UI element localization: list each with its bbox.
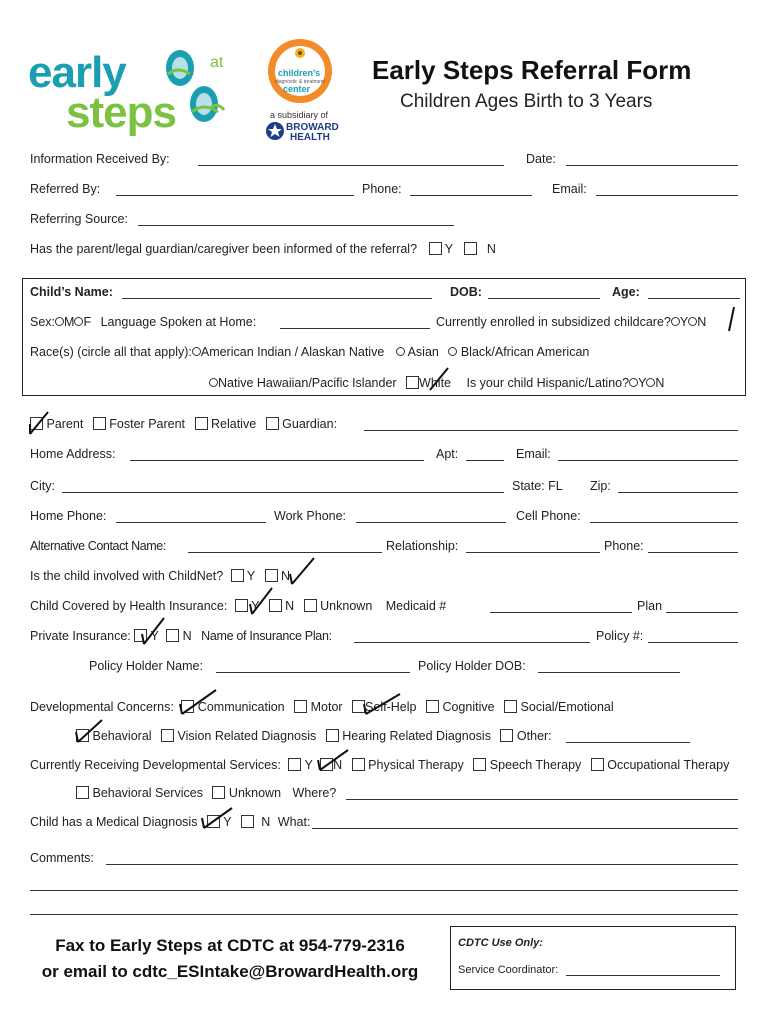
info-received-row bbox=[30, 152, 170, 166]
cognitive-label: Cognitive bbox=[442, 700, 495, 714]
childcare-question: Currently enrolled in subsidized childcare? bbox=[436, 315, 671, 329]
work-phone-label: Work Phone: bbox=[274, 509, 347, 523]
services-question: Currently Receiving Developmental Services: bbox=[30, 758, 281, 772]
social-label: Social/Emotional bbox=[520, 700, 614, 714]
physical-label: Physical Therapy bbox=[368, 758, 464, 772]
other-label: Other: bbox=[516, 729, 552, 743]
policy-field[interactable] bbox=[648, 642, 738, 643]
services-row-2 bbox=[76, 786, 336, 800]
race-hawaiian-label: Native Hawaiian/Pacific Islander bbox=[218, 376, 397, 390]
guardian-email-field[interactable] bbox=[558, 460, 738, 461]
cdtc-logo-line2: diagnostic & treatment bbox=[275, 79, 325, 85]
foster-checkbox[interactable] bbox=[93, 417, 106, 430]
communication-check-mark bbox=[178, 688, 218, 718]
other-checkbox[interactable] bbox=[500, 729, 513, 742]
hispanic-yes-radio[interactable] bbox=[629, 378, 638, 387]
city-field[interactable] bbox=[62, 492, 504, 493]
medicaid-label: Medicaid # bbox=[385, 599, 447, 613]
apt-label: Apt: bbox=[436, 447, 459, 461]
child-name-label: Child’s Name: bbox=[30, 285, 113, 299]
concerns-row-2 bbox=[76, 729, 552, 743]
services-unknown-checkbox[interactable] bbox=[212, 786, 225, 799]
childcare-yes-radio[interactable] bbox=[671, 317, 680, 326]
guardian-checkbox[interactable] bbox=[266, 417, 279, 430]
informed-yes-checkbox[interactable] bbox=[429, 242, 442, 255]
where-label: Where? bbox=[292, 786, 337, 800]
plan-name-label: Name of Insurance Plan: bbox=[201, 629, 332, 643]
informed-no-checkbox[interactable] bbox=[464, 242, 477, 255]
race-black-radio[interactable] bbox=[448, 347, 457, 356]
relative-checkbox[interactable] bbox=[195, 417, 208, 430]
childnet-row bbox=[30, 569, 290, 583]
logo-steps-text: steps bbox=[66, 88, 176, 137]
zip-label: Zip: bbox=[590, 479, 611, 493]
state-label: State: FL bbox=[512, 479, 563, 493]
childcare-check-mark bbox=[725, 306, 737, 332]
vision-label: Vision Related Diagnosis bbox=[177, 729, 317, 743]
private-insurance-row bbox=[30, 629, 332, 643]
info-received-label: Information Received By: bbox=[30, 152, 170, 166]
child-name-field[interactable] bbox=[122, 298, 432, 299]
race-row bbox=[30, 345, 589, 359]
guardian-email-label: Email: bbox=[516, 447, 551, 461]
cdtc-use-label: CDTC Use Only: bbox=[458, 937, 543, 949]
alt-contact-label: Alternative Contact Name: bbox=[30, 539, 166, 553]
childnet-yes-checkbox[interactable] bbox=[231, 569, 244, 582]
informed-no-label: N bbox=[486, 242, 496, 256]
dob-label: DOB: bbox=[450, 285, 482, 299]
services-unknown-label: Unknown bbox=[228, 786, 282, 800]
cdtc-logo-line3: center bbox=[283, 84, 311, 94]
referring-source-label: Referring Source: bbox=[30, 212, 128, 226]
health-yes-checkbox[interactable] bbox=[235, 599, 248, 612]
holder-name-field[interactable] bbox=[216, 672, 410, 673]
comments-field-1[interactable] bbox=[106, 864, 738, 865]
private-question: Private Insurance: bbox=[30, 629, 131, 643]
parent-check-mark bbox=[28, 410, 50, 438]
other-field[interactable] bbox=[566, 742, 690, 743]
behavioral-label: Behavioral bbox=[92, 729, 152, 743]
race-black-label: Black/African American bbox=[460, 345, 590, 359]
hearing-label: Hearing Related Diagnosis bbox=[342, 729, 491, 743]
fax-instructions: Fax to Early Steps at CDTC at 954-779-2316 bbox=[55, 936, 405, 955]
sex-label: Sex: bbox=[30, 315, 56, 329]
dob-field[interactable] bbox=[488, 298, 600, 299]
relative-label: Relative bbox=[211, 417, 257, 431]
alt-relationship-label: Relationship: bbox=[386, 539, 459, 553]
sex-row bbox=[30, 315, 256, 329]
holder-dob-label: Policy Holder DOB: bbox=[418, 659, 526, 673]
childnet-yes-label: Y bbox=[246, 569, 256, 583]
speech-checkbox[interactable] bbox=[473, 758, 486, 771]
occupational-label: Occupational Therapy bbox=[607, 758, 730, 772]
cell-phone-field[interactable] bbox=[590, 522, 738, 523]
race-american-indian-radio[interactable] bbox=[192, 347, 201, 356]
cdtc-use-box bbox=[450, 926, 736, 990]
where-field[interactable] bbox=[346, 799, 738, 800]
comments-label: Comments: bbox=[30, 851, 94, 865]
self-help-check-mark bbox=[362, 692, 402, 718]
health-insurance-row bbox=[30, 599, 446, 613]
health-unknown-label: Unknown bbox=[320, 599, 373, 613]
parent-label: Parent bbox=[46, 417, 84, 431]
medicaid-field[interactable] bbox=[490, 612, 632, 613]
race-asian-radio[interactable] bbox=[396, 347, 405, 356]
plan-name-field[interactable] bbox=[354, 642, 590, 643]
private-yes-label: Y bbox=[150, 629, 159, 643]
cognitive-checkbox[interactable] bbox=[426, 700, 439, 713]
physical-checkbox[interactable] bbox=[352, 758, 365, 771]
logo-early-text: early bbox=[28, 48, 126, 97]
apt-field[interactable] bbox=[466, 460, 504, 461]
hispanic-question: Is your child Hispanic/Latino? bbox=[466, 376, 630, 390]
form-title: Early Steps Referral Form bbox=[372, 55, 692, 85]
race-hawaiian-radio[interactable] bbox=[209, 378, 218, 387]
race-white-checkbox[interactable] bbox=[406, 376, 419, 389]
logo-at-text: at bbox=[210, 54, 224, 71]
date-label: Date: bbox=[526, 152, 556, 166]
language-label: Language Spoken at Home: bbox=[100, 315, 257, 329]
self-help-label: Self-Help bbox=[365, 700, 417, 714]
services-no-label: N bbox=[333, 758, 343, 772]
alt-contact-field[interactable] bbox=[188, 552, 382, 553]
services-no-check-mark bbox=[316, 748, 350, 774]
medical-diagnosis-row bbox=[30, 815, 310, 829]
what-field[interactable] bbox=[312, 828, 738, 829]
email-field[interactable] bbox=[596, 195, 738, 196]
private-no-label: N bbox=[182, 629, 192, 643]
language-field[interactable] bbox=[280, 328, 430, 329]
service-coordinator-field[interactable] bbox=[566, 975, 720, 976]
medical-no-checkbox[interactable] bbox=[241, 815, 254, 828]
guardian-label: Guardian: bbox=[282, 417, 338, 431]
informed-question: Has the parent/legal guardian/caregiver been informed of the referral? bbox=[30, 242, 418, 256]
motor-checkbox[interactable] bbox=[294, 700, 307, 713]
email-label: Email: bbox=[552, 182, 587, 196]
race-label: Race(s) (circle all that apply): bbox=[30, 345, 192, 359]
speech-label: Speech Therapy bbox=[489, 758, 582, 772]
home-phone-field[interactable] bbox=[116, 522, 266, 523]
hispanic-yes-label: Y bbox=[638, 376, 647, 390]
sex-m-radio[interactable] bbox=[55, 317, 64, 326]
alt-phone-label: Phone: bbox=[604, 539, 644, 553]
informed-yes-label: Y bbox=[444, 242, 453, 256]
motor-label: Motor bbox=[310, 700, 343, 714]
childnet-no-checkbox[interactable] bbox=[265, 569, 278, 582]
race-white-label: White bbox=[419, 376, 451, 390]
race-asian-label: Asian bbox=[407, 345, 439, 359]
phone-field[interactable] bbox=[410, 195, 532, 196]
childcare-row bbox=[436, 315, 706, 329]
health-question: Child Covered by Health Insurance: bbox=[30, 599, 228, 613]
social-checkbox[interactable] bbox=[504, 700, 517, 713]
plan-label: Plan bbox=[637, 599, 663, 613]
zip-field[interactable] bbox=[618, 492, 738, 493]
holder-dob-field[interactable] bbox=[538, 672, 680, 673]
phone-label: Phone: bbox=[362, 182, 402, 196]
referred-by-label: Referred By: bbox=[30, 182, 101, 196]
policy-label: Policy #: bbox=[596, 629, 644, 643]
hispanic-no-label: N bbox=[655, 376, 665, 390]
broward-star-icon bbox=[265, 121, 285, 141]
city-label: City: bbox=[30, 479, 55, 493]
form-subtitle: Children Ages Birth to 3 Years bbox=[400, 91, 653, 112]
sex-m-label: M bbox=[64, 315, 75, 329]
health-unknown-checkbox[interactable] bbox=[304, 599, 317, 612]
age-label: Age: bbox=[612, 285, 640, 299]
relationship-type-row bbox=[30, 417, 337, 431]
informed-row bbox=[30, 242, 496, 256]
age-field[interactable] bbox=[648, 298, 740, 299]
private-yes-check-mark bbox=[140, 616, 168, 648]
childnet-question: Is the child involved with ChildNet? bbox=[30, 569, 224, 583]
service-coordinator-label: Service Coordinator: bbox=[458, 964, 559, 976]
health-yes-label: Y bbox=[251, 599, 260, 613]
broward-text: BROWARD bbox=[286, 122, 339, 133]
concerns-row bbox=[30, 700, 614, 714]
occupational-checkbox[interactable] bbox=[591, 758, 604, 771]
services-yes-checkbox[interactable] bbox=[288, 758, 301, 771]
childcare-no-label: N bbox=[697, 315, 707, 329]
vision-checkbox[interactable] bbox=[161, 729, 174, 742]
private-no-checkbox[interactable] bbox=[166, 629, 179, 642]
comments-field-3[interactable] bbox=[30, 914, 738, 915]
cell-phone-label: Cell Phone: bbox=[516, 509, 581, 523]
alt-relationship-field[interactable] bbox=[466, 552, 600, 553]
health-text: HEALTH bbox=[290, 132, 330, 143]
holder-name-label: Policy Holder Name: bbox=[89, 659, 203, 673]
hearing-checkbox[interactable] bbox=[326, 729, 339, 742]
foster-label: Foster Parent bbox=[109, 417, 186, 431]
services-yes-label: Y bbox=[304, 758, 313, 772]
childcare-yes-label: Y bbox=[679, 315, 689, 329]
home-address-label: Home Address: bbox=[30, 447, 116, 461]
concerns-label: Developmental Concerns: bbox=[30, 700, 174, 714]
behavioral-services-label: Behavioral Services bbox=[92, 786, 203, 800]
baby-shoe-icon bbox=[150, 46, 240, 138]
services-row bbox=[30, 758, 729, 772]
medical-yes-check-mark bbox=[200, 806, 234, 832]
health-yes-check-mark bbox=[248, 586, 276, 618]
cdtc-logo-line1: children's bbox=[278, 68, 321, 78]
childnet-no-check-mark bbox=[288, 556, 318, 588]
plan-field[interactable] bbox=[666, 612, 738, 613]
medical-no-label: N bbox=[261, 815, 271, 829]
medical-yes-label: Y bbox=[223, 815, 232, 829]
sex-f-label: F bbox=[83, 315, 92, 329]
medical-question: Child has a Medical Diagnosis bbox=[30, 815, 198, 829]
white-check-mark bbox=[428, 366, 450, 394]
behavioral-services-checkbox[interactable] bbox=[76, 786, 89, 799]
comments-field-2[interactable] bbox=[30, 890, 738, 891]
subsidiary-text: a subsidiary of bbox=[270, 110, 329, 120]
childcare-no-radio[interactable] bbox=[688, 317, 697, 326]
what-label: What: bbox=[277, 815, 311, 829]
home-address-field[interactable] bbox=[130, 460, 424, 461]
alt-phone-field[interactable] bbox=[648, 552, 738, 553]
communication-label: Communication bbox=[197, 700, 285, 714]
info-received-field[interactable] bbox=[198, 165, 504, 166]
race-american-indian-label: American Indian / Alaskan Native bbox=[200, 345, 385, 359]
guardian-field[interactable] bbox=[364, 430, 738, 431]
childnet-no-label: N bbox=[280, 569, 291, 583]
date-field[interactable] bbox=[566, 165, 738, 166]
work-phone-field[interactable] bbox=[356, 522, 506, 523]
health-no-label: N bbox=[285, 599, 295, 613]
referring-source-field[interactable] bbox=[138, 225, 454, 226]
behavioral-check-mark bbox=[74, 718, 104, 746]
referred-by-field[interactable] bbox=[116, 195, 354, 196]
email-instructions: or email to cdtc_ESIntake@BrowardHealth.org bbox=[41, 962, 419, 981]
home-phone-label: Home Phone: bbox=[30, 509, 107, 523]
